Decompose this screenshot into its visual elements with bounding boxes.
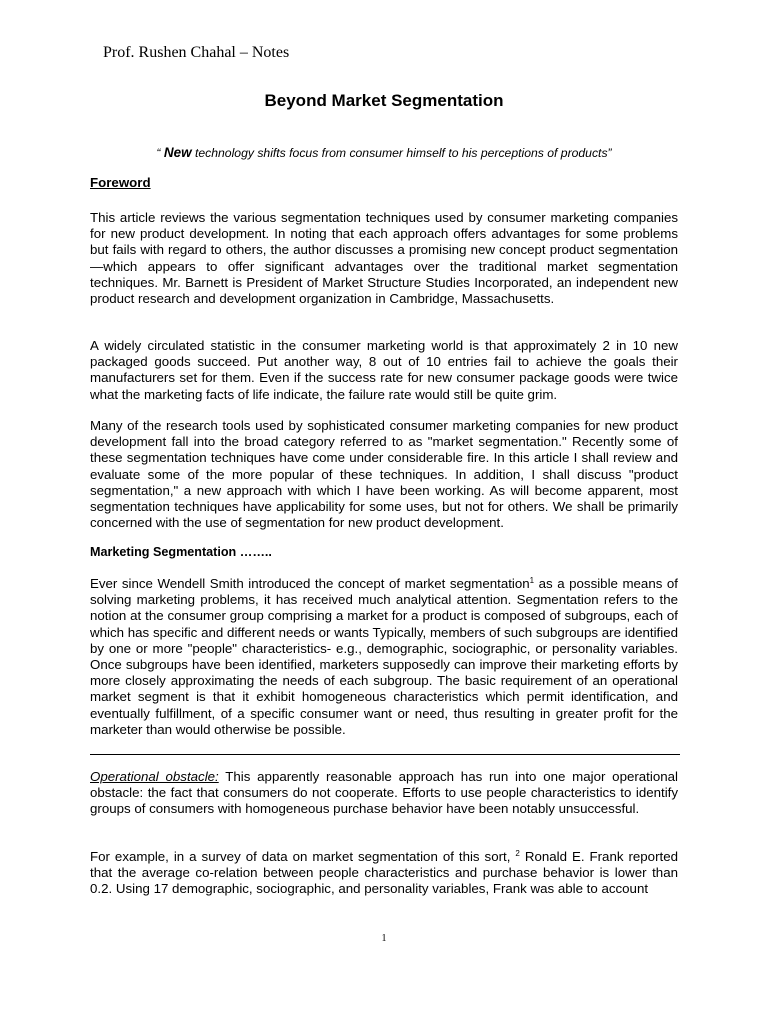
paragraph-text-before-ref: Ever since Wendell Smith introduced the concept of market segmentation	[90, 576, 530, 591]
example-paragraph	[90, 849, 678, 898]
subtitle-open-quote: “	[156, 146, 161, 160]
operational-obstacle-paragraph	[90, 769, 678, 818]
subtitle-quote	[0, 145, 768, 160]
paragraph-text-after-ref: as a possible means of solving marketing problems, it has received much analytical attention. Segmentation refers to the notion at the consumer group comprising a market for a product is composed of subgroups, each of which has specific and different needs or wants Typically, members of such subgroups are identified by one or more "people" characteristics- e.g., demographic, sociographic, or personality variables. Once subgroups have been identified, marketers supposedly can improve their marketing efforts by more closely approximating the needs of each subgroup. The basic requirement of an operational market segment is that it exhibit homogeneous characteristics which permit identification, and eventually fulfillment, of a specific consumer want or need, thus resulting in greater profit for the marketer than would otherwise be possible.	[90, 576, 678, 737]
foreword-paragraph-3: Many of the research tools used by sophisticated consumer marketing companies for new product development fall into the broad category referred to as "market segmentation." Recently some of these segmentation techniques have come under considerable fire. In this article I shall review and evaluate some of the more popular of these techniques. In addition, I shall discuss "product segmentation," a new approach with which I have been working. As will become apparent, most segmentation techniques have applicability for some uses, but not for others. We shall be primarily concerned with the use of segmentation for new product development.	[90, 418, 678, 531]
footnote-ref-1: 1	[529, 576, 535, 585]
marketing-segmentation-heading: Marketing Segmentation ……..	[90, 545, 272, 559]
page-number: 1	[381, 933, 387, 944]
foreword-heading: Foreword	[90, 175, 151, 190]
foreword-paragraph-2: A widely circulated statistic in the consumer marketing world is that approximately 2 in 10 new packaged goods succeed. Put another way, 8 out of 10 entries fail to achieve the goals their manufacturers set for them. Even if the success rate for new consumer package goods were twice what the marketing facts of life indicate, the failure rate would still be quite grim.	[90, 338, 678, 402]
footnote-ref-2: 2	[515, 849, 520, 858]
foreword-paragraph-1: This article reviews the various segmentation techniques used by consumer marketing companies for new product development. In noting that each approach offers advantages for some problems but fails with regard to others, the author discusses a promising new concept product segmentation—which appears to offer significant advantages over the traditional market segmentation techniques. Mr. Barnett is President of Market Structure Studies Incorporated, an independent new product research and development organization in Cambridge, Massachusetts.	[90, 210, 678, 307]
example-text-after-ref: Ronald E. Frank reported that the average co-relation between people characteristics and purchase behavior is lower than 0.2. Using 17 demographic, sociographic, and personality variables, Frank was able to account	[90, 849, 678, 897]
example-text-before-ref: For example, in a survey of data on market segmentation of this sort,	[90, 849, 516, 864]
document-title: Beyond Market Segmentation	[264, 91, 504, 110]
marketing-segmentation-paragraph	[90, 576, 678, 738]
operational-obstacle-label: Operational obstacle:	[90, 769, 219, 784]
subtitle-first-word: New	[163, 145, 192, 160]
operational-obstacle-text: This apparently reasonable approach has run into one major operational obstacle: the fact that consumers do not cooperate. Efforts to use people characteristics to identify groups of consumers with homogeneous purchase behavior have been notably unsuccessful.	[90, 769, 678, 817]
section-divider	[90, 754, 680, 755]
subtitle-rest: technology shifts focus from consumer himself to his perceptions of products”	[191, 146, 612, 160]
header-note: Prof. Rushen Chahal – Notes	[103, 44, 290, 61]
